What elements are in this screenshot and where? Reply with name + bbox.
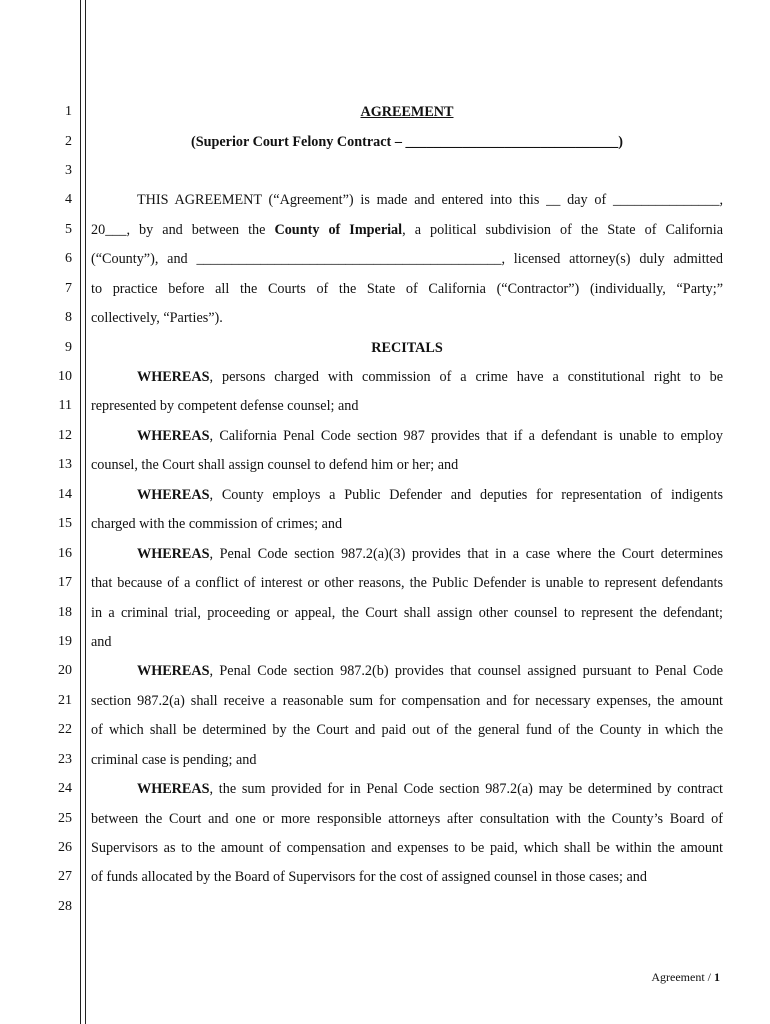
footer-label: Agreement / xyxy=(651,970,714,984)
line-number: 4 xyxy=(65,192,72,207)
intro-text: , a political subdivision of the State of California xyxy=(402,222,724,238)
intro-line: (“County”), and ___________________________________________, licensed attorney(s) duly admitted xyxy=(91,251,723,267)
recital-line: that because of a conflict of interest or other reasons, the Public Defender is unable to represent defendants xyxy=(91,575,723,591)
line-number: 19 xyxy=(58,634,72,649)
line-number: 5 xyxy=(65,222,72,237)
recital-line: of which shall be determined by the Court and paid out of the general fund of the County in which the xyxy=(91,722,723,738)
line-number: 12 xyxy=(58,428,72,443)
line-number: 24 xyxy=(58,781,72,796)
county-name: County of Imperial xyxy=(274,222,403,238)
recital-text: , California Penal Code section 987 provides that if a defendant is unable to employ xyxy=(209,428,723,444)
intro-line: THIS AGREEMENT (“Agreement”) is made and entered into this __ day of _______________, xyxy=(137,192,723,208)
margin-rule-outer xyxy=(80,0,81,1024)
line-number: 9 xyxy=(65,340,72,355)
intro-line: collectively, “Parties”). xyxy=(91,310,223,326)
recital-line: charged with the commission of crimes; and xyxy=(91,516,343,532)
recital-line: in a criminal trial, proceeding or appeal, the Court shall assign other counsel to represent the defendant; xyxy=(91,605,723,621)
recitals-heading: RECITALS xyxy=(371,340,443,356)
recital-line xyxy=(137,487,723,503)
recital-text: , persons charged with commission of a crime have a constitutional right to be xyxy=(209,369,723,385)
line-number: 13 xyxy=(58,457,72,472)
whereas-label: WHEREAS xyxy=(137,663,210,679)
recital-line: between the Court and one or more responsible attorneys after consultation with the County’s Board of xyxy=(91,811,723,827)
line-number: 26 xyxy=(58,840,72,855)
margin-rule-inner xyxy=(85,0,86,1024)
document-title: AGREEMENT xyxy=(360,104,454,120)
line-number: 1 xyxy=(65,104,72,119)
line-number: 18 xyxy=(58,605,72,620)
recital-line xyxy=(137,781,723,797)
line-number: 25 xyxy=(58,811,72,826)
line-number: 11 xyxy=(58,398,72,413)
recital-line: of funds allocated by the Board of Supervisors for the cost of assigned counsel in those cases; and xyxy=(91,869,647,885)
line-number: 10 xyxy=(58,369,72,384)
recital-line: counsel, the Court shall assign counsel to defend him or her; and xyxy=(91,457,459,473)
line-number: 20 xyxy=(58,663,72,678)
intro-text: 20___, by and between the xyxy=(91,222,275,238)
whereas-label: WHEREAS xyxy=(137,546,210,562)
line-number: 6 xyxy=(65,251,72,266)
recital-line: represented by competent defense counsel; and xyxy=(91,398,359,414)
recital-text: , the sum provided for in Penal Code section 987.2(a) may be determined by contract xyxy=(209,781,723,797)
line-number: 16 xyxy=(58,546,72,561)
document-subtitle: (Superior Court Felony Contract – ______________________________) xyxy=(190,134,624,150)
whereas-label: WHEREAS xyxy=(137,369,210,385)
line-number: 28 xyxy=(58,899,72,914)
line-number: 14 xyxy=(58,487,72,502)
line-number: 7 xyxy=(65,281,72,296)
whereas-label: WHEREAS xyxy=(137,428,210,444)
line-number: 2 xyxy=(65,134,72,149)
recital-line xyxy=(137,663,723,679)
recital-text: , Penal Code section 987.2(b) provides that counsel assigned pursuant to Penal Code xyxy=(209,663,723,679)
line-number: 17 xyxy=(58,575,72,590)
recital-line: section 987.2(a) shall receive a reasonable sum for compensation and for necessary expenses, the amount xyxy=(91,693,723,709)
recital-line xyxy=(137,428,723,444)
intro-line: to practice before all the Courts of the State of California (“Contractor”) (individually, “Party;” xyxy=(91,281,723,297)
footer-page-number: 1 xyxy=(714,970,720,984)
line-number: 27 xyxy=(58,869,72,884)
whereas-label: WHEREAS xyxy=(137,781,210,797)
recital-line: Supervisors as to the amount of compensation and expenses to be paid, which shall be within the amount xyxy=(91,840,723,856)
line-number: 22 xyxy=(58,722,72,737)
page-footer xyxy=(651,970,720,984)
recital-line xyxy=(137,546,723,562)
whereas-label: WHEREAS xyxy=(137,487,210,503)
line-number: 3 xyxy=(65,163,72,178)
line-number: 8 xyxy=(65,310,72,325)
intro-line xyxy=(91,222,723,238)
recital-text: , County employs a Public Defender and deputies for representation of indigents xyxy=(209,487,723,503)
line-number: 23 xyxy=(58,752,72,767)
line-number: 15 xyxy=(58,516,72,531)
recital-text: , Penal Code section 987.2(a)(3) provides that in a case where the Court determines xyxy=(209,546,723,562)
line-number: 21 xyxy=(58,693,72,708)
recital-line: and xyxy=(91,634,112,650)
recital-line xyxy=(137,369,723,385)
recital-line: criminal case is pending; and xyxy=(91,752,257,768)
